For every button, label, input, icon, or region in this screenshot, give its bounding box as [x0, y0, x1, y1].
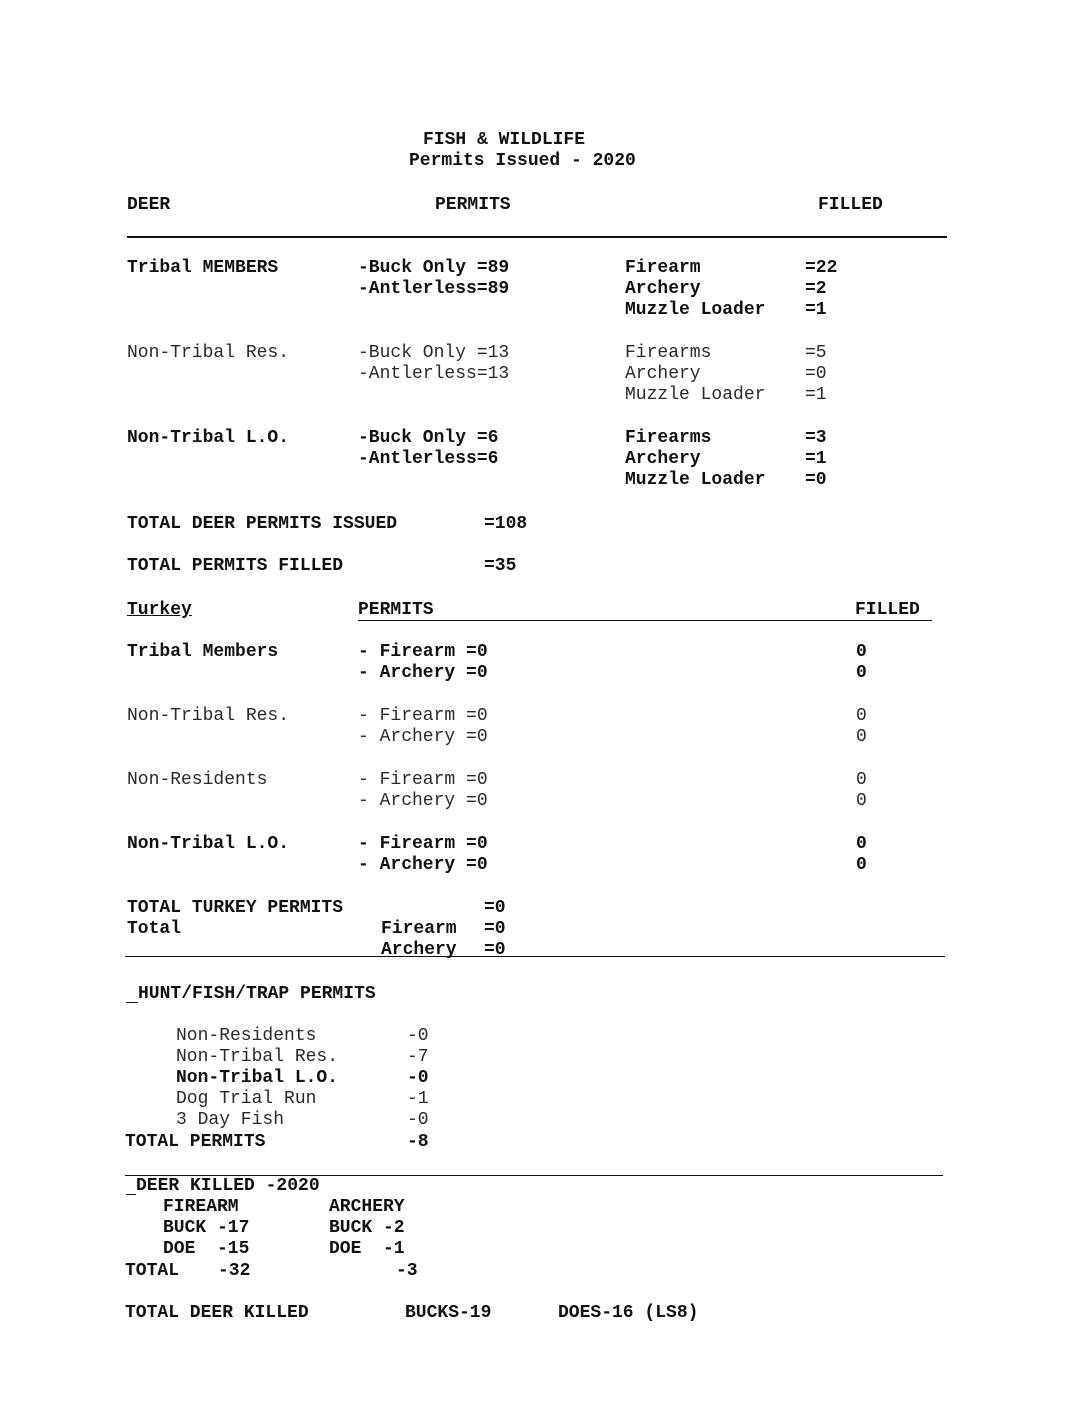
hft-item-value: -7 [407, 1047, 429, 1067]
deer-killed-archery-total: -3 [396, 1261, 418, 1281]
deer-killed-total-label: TOTAL [125, 1261, 180, 1281]
turkey-archery-label: Archery [381, 940, 457, 960]
deer-header-rule [127, 236, 947, 238]
turkey-archery-value: =0 [484, 940, 506, 960]
deer-filled-value: =5 [805, 343, 827, 363]
turkey-filled-value: 0 [856, 642, 867, 662]
deer-col-filled: FILLED [818, 195, 883, 215]
deer-category: Non-Tribal Res. [127, 343, 290, 363]
turkey-filled-value: 0 [856, 834, 867, 854]
turkey-permit-archery: - Archery =0 [358, 791, 488, 811]
turkey-col-category: Turkey [127, 600, 192, 620]
deer-permit-antlerless: -Antlerless=13 [358, 364, 510, 384]
deer-killed-archery-label: ARCHERY [329, 1197, 405, 1217]
turkey-total-label: TOTAL TURKEY PERMITS [127, 898, 344, 918]
turkey-filled-value: 0 [856, 663, 867, 683]
deer-filled-method: Firearms [625, 428, 712, 448]
deer-filled-method: Muzzle Loader [625, 470, 766, 490]
hft-item-label: Non-Tribal Res. [176, 1047, 339, 1067]
hft-item-label: Non-Residents [176, 1026, 317, 1046]
hft-heading-mark [126, 1002, 138, 1003]
deer-category: Tribal MEMBERS [127, 258, 279, 278]
deer-permit-buck: -Buck Only =6 [358, 428, 499, 448]
total-deer-killed-does: DOES-16 (LS8) [558, 1303, 699, 1323]
deer-killed-firearm-label: FIREARM [163, 1197, 239, 1217]
deer-filled-method: Archery [625, 364, 701, 384]
turkey-category: Non-Residents [127, 770, 268, 790]
turkey-permit-firearm: - Firearm =0 [358, 770, 488, 790]
hft-item-value: -0 [407, 1110, 429, 1130]
deer-permit-buck: -Buck Only =89 [358, 258, 510, 278]
deer-permit-antlerless: -Antlerless=89 [358, 279, 510, 299]
deer-filled-method: Firearms [625, 343, 712, 363]
deer-category: Non-Tribal L.O. [127, 428, 290, 448]
turkey-filled-value: 0 [856, 727, 867, 747]
page-subtitle: Permits Issued - 2020 [409, 151, 636, 171]
hft-total-value: -8 [407, 1132, 429, 1152]
turkey-filled-value: 0 [856, 791, 867, 811]
deer-total-issued-label: TOTAL DEER PERMITS ISSUED [127, 514, 398, 534]
deer-total-filled-label: TOTAL PERMITS FILLED [127, 556, 344, 576]
hft-total-label: TOTAL PERMITS [125, 1132, 266, 1152]
deer-killed-archery-buck: BUCK -2 [329, 1218, 405, 1238]
deer-filled-value: =0 [805, 364, 827, 384]
turkey-total-value: =0 [484, 898, 506, 918]
deer-filled-value: =2 [805, 279, 827, 299]
deer-total-issued-value: =108 [484, 514, 528, 534]
turkey-header-rule [358, 620, 932, 621]
turkey-col-permits: PERMITS [358, 600, 434, 620]
turkey-category: Tribal Members [127, 642, 279, 662]
hft-item-label: Non-Tribal L.O. [176, 1068, 339, 1088]
deer-filled-value: =1 [805, 385, 827, 405]
turkey-total2-label: Total [127, 919, 182, 939]
turkey-filled-value: 0 [856, 770, 867, 790]
deer-killed-firearm-buck: BUCK -17 [163, 1218, 250, 1238]
turkey-filled-value: 0 [856, 855, 867, 875]
hft-item-label: Dog Trial Run [176, 1089, 317, 1109]
deer-permit-antlerless: -Antlerless=6 [358, 449, 499, 469]
deer-killed-firearm-total: -32 [218, 1261, 251, 1281]
deer-total-filled-value: =35 [484, 556, 517, 576]
total-deer-killed-label: TOTAL DEER KILLED [125, 1303, 309, 1323]
turkey-filled-value: 0 [856, 706, 867, 726]
deer-killed-heading: DEER KILLED -2020 [136, 1176, 320, 1196]
deer-filled-method: Archery [625, 279, 701, 299]
deer-killed-archery-doe: DOE -1 [329, 1239, 405, 1259]
turkey-permit-firearm: - Firearm =0 [358, 706, 488, 726]
deer-filled-value: =1 [805, 449, 827, 469]
deer-filled-value: =22 [805, 258, 838, 278]
turkey-col-filled: FILLED [855, 600, 920, 620]
deer-permit-buck: -Buck Only =13 [358, 343, 510, 363]
turkey-category: Non-Tribal Res. [127, 706, 290, 726]
page-title: FISH & WILDLIFE [423, 130, 586, 150]
deer-killed-firearm-doe: DOE -15 [163, 1239, 250, 1259]
hft-heading: HUNT/FISH/TRAP PERMITS [138, 984, 376, 1004]
turkey-firearm-value: =0 [484, 919, 506, 939]
deer-filled-method: Archery [625, 449, 701, 469]
turkey-permit-archery: - Archery =0 [358, 663, 488, 683]
hft-item-value: -0 [407, 1068, 429, 1088]
deer-col-category: DEER [127, 195, 171, 215]
turkey-permit-archery: - Archery =0 [358, 855, 488, 875]
deer-filled-method: Muzzle Loader [625, 300, 766, 320]
deer-killed-heading-mark [126, 1194, 136, 1195]
turkey-permit-archery: - Archery =0 [358, 727, 488, 747]
hft-item-value: -0 [407, 1026, 429, 1046]
turkey-section-rule [125, 956, 945, 957]
hft-item-label: 3 Day Fish [176, 1110, 285, 1130]
turkey-permit-firearm: - Firearm =0 [358, 834, 488, 854]
deer-filled-method: Firearm [625, 258, 701, 278]
deer-filled-value: =3 [805, 428, 827, 448]
deer-filled-value: =1 [805, 300, 827, 320]
hft-item-value: -1 [407, 1089, 429, 1109]
turkey-firearm-label: Firearm [381, 919, 457, 939]
deer-filled-value: =0 [805, 470, 827, 490]
deer-col-permits: PERMITS [435, 195, 511, 215]
turkey-permit-firearm: - Firearm =0 [358, 642, 488, 662]
deer-filled-method: Muzzle Loader [625, 385, 766, 405]
total-deer-killed-bucks: BUCKS-19 [405, 1303, 492, 1323]
turkey-category: Non-Tribal L.O. [127, 834, 290, 854]
